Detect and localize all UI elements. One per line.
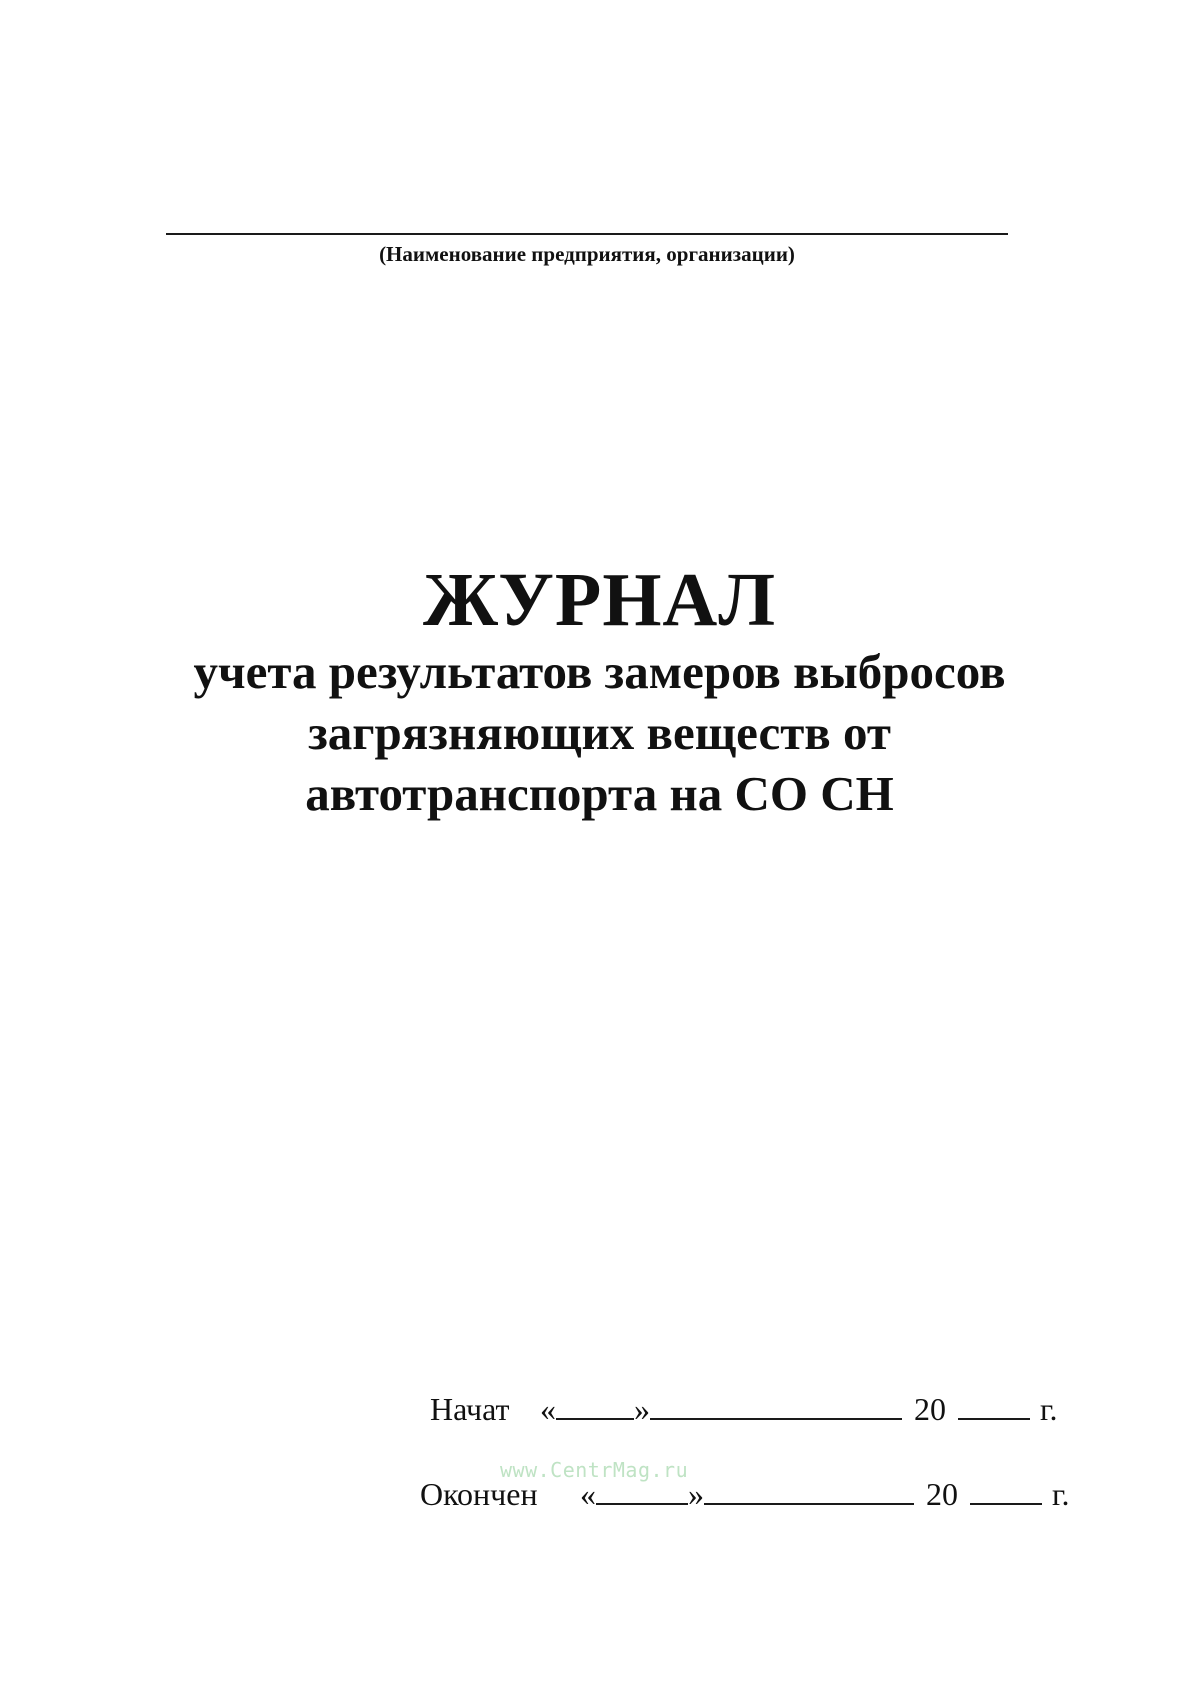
end-label: Окончен <box>420 1476 538 1512</box>
journal-subtitle-line-2: загрязняющих веществ от <box>308 705 891 760</box>
journal-subtitle-line-3: автотранспорта на СО СН <box>305 766 894 821</box>
start-year-prefix: 20 <box>914 1391 946 1427</box>
journal-title: ЖУРНАЛ <box>423 558 776 642</box>
start-day-blank <box>556 1390 634 1420</box>
end-year-prefix: 20 <box>926 1476 958 1512</box>
journal-subtitle-line-1: учета результатов замеров выбросов <box>193 644 1006 699</box>
end-year-blank <box>970 1475 1042 1505</box>
start-close-quote: » <box>634 1391 650 1427</box>
end-year-suffix: г. <box>1052 1476 1070 1512</box>
start-month-blank <box>650 1390 902 1420</box>
organization-name-line <box>166 233 1008 235</box>
end-close-quote: » <box>688 1476 704 1512</box>
end-month-blank <box>704 1475 914 1505</box>
watermark: www.CentrMag.ru <box>500 1458 689 1482</box>
start-open-quote: « <box>540 1391 556 1427</box>
organization-caption: (Наименование предприятия, организации) <box>379 242 795 266</box>
start-year-suffix: г. <box>1040 1391 1058 1427</box>
end-open-quote: « <box>580 1476 596 1512</box>
start-year-blank <box>958 1390 1030 1420</box>
title-block <box>60 556 1139 827</box>
start-label: Начат <box>430 1391 510 1427</box>
start-date-row <box>420 1389 1120 1429</box>
